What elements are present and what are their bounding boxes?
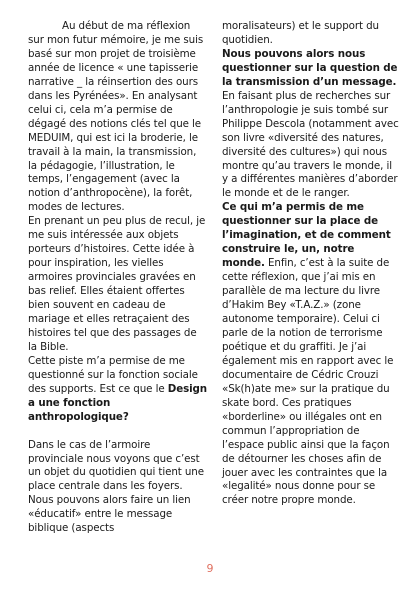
- transmission-question: Nous pouvons alors nous questionner sur la question de la transmission d’un message.: [222, 47, 398, 88]
- right-paragraph-2: [222, 48, 400, 201]
- left-paragraph-3-text: Cette piste m’a permise de me questionné sur la fonction sociale des supports. Est ce que le: [28, 354, 198, 395]
- right-paragraph-2-text: En faisant plus de recherches sur l’anthropologie je suis tombé sur Philippe Descola (notamment avec son livre «diversité des natures, diversité des cultures») qui nous montre qu’au travers le monde, il y a différentes manières d’aborder le monde et de le ranger.: [222, 89, 399, 200]
- right-column: [222, 20, 400, 508]
- left-paragraph-3: [28, 355, 208, 425]
- left-paragraph-2: En prenant un peu plus de recul, je me suis intéressée aux objets porteurs d’histoires. Cette idée à pour inspiration, les vielles armoires provinciales gravées en bas relief. Elles étaient offertes bien souvent en cadeau de mariage et elles retraçaient des histoires tel que des passages de la Bible.: [28, 215, 206, 353]
- left-paragraph-4: Dans le cas de l’armoire provinciale nous voyons que c’est un objet du quotidien qui tient une place centrale dans les foyers. Nous pouvons alors faire un lien «éducatif» entre le message biblique (aspects: [28, 438, 204, 535]
- page-number: 9: [206, 562, 214, 575]
- left-column: [28, 20, 208, 536]
- imagination-question: Ce qui m’a permis de me questionner sur la place de l’imagination, et de comment construire le, un, notre monde.: [222, 201, 391, 270]
- right-paragraph-1: moralisateurs) et le support du quotidien.: [222, 20, 379, 46]
- design-question: Design a une fonction anthropologique?: [28, 382, 208, 423]
- right-paragraph-3: [222, 201, 400, 508]
- right-paragraph-3-text: Enfin, c’est à la suite de cette réflexion, que j’ai mis en parallèle de ma lecture du livre d’Hakim Bey «T.A.Z.» (zone autonome temporaire). Celui ci parle de la notion de terrorisme poétique et du graffiti. Je j’ai également mis en rapport avec le documentaire de Cédric Crouzi «Sk(h)ate me» sur la pratique du skate bord. Ces pratiques «borderline» ou illégales ont en commun l’appropriation de l’espace public ainsi que la façon de détourner les choses afin de jouer avec les contraintes que la «legalité» nous donne pour se créer notre propre monde.: [222, 257, 394, 507]
- left-paragraph-1: Au début de ma réflexion sur mon futur mémoire, je me suis basé sur mon projet de troisième année de licence « une tapisserie narrative _ la réinsertion des ours dans les Pyrénées». En analysant celui ci, cela m’a permise de dégagé des notions clés tel que le MEDUIM, qui est ici la broderie, le travail à la main, la transmission, la pédagogie, l’illustration, le temps, l’engagement (avec la notion d’anthropocène), la forêt, modes de lectures.: [28, 20, 204, 214]
